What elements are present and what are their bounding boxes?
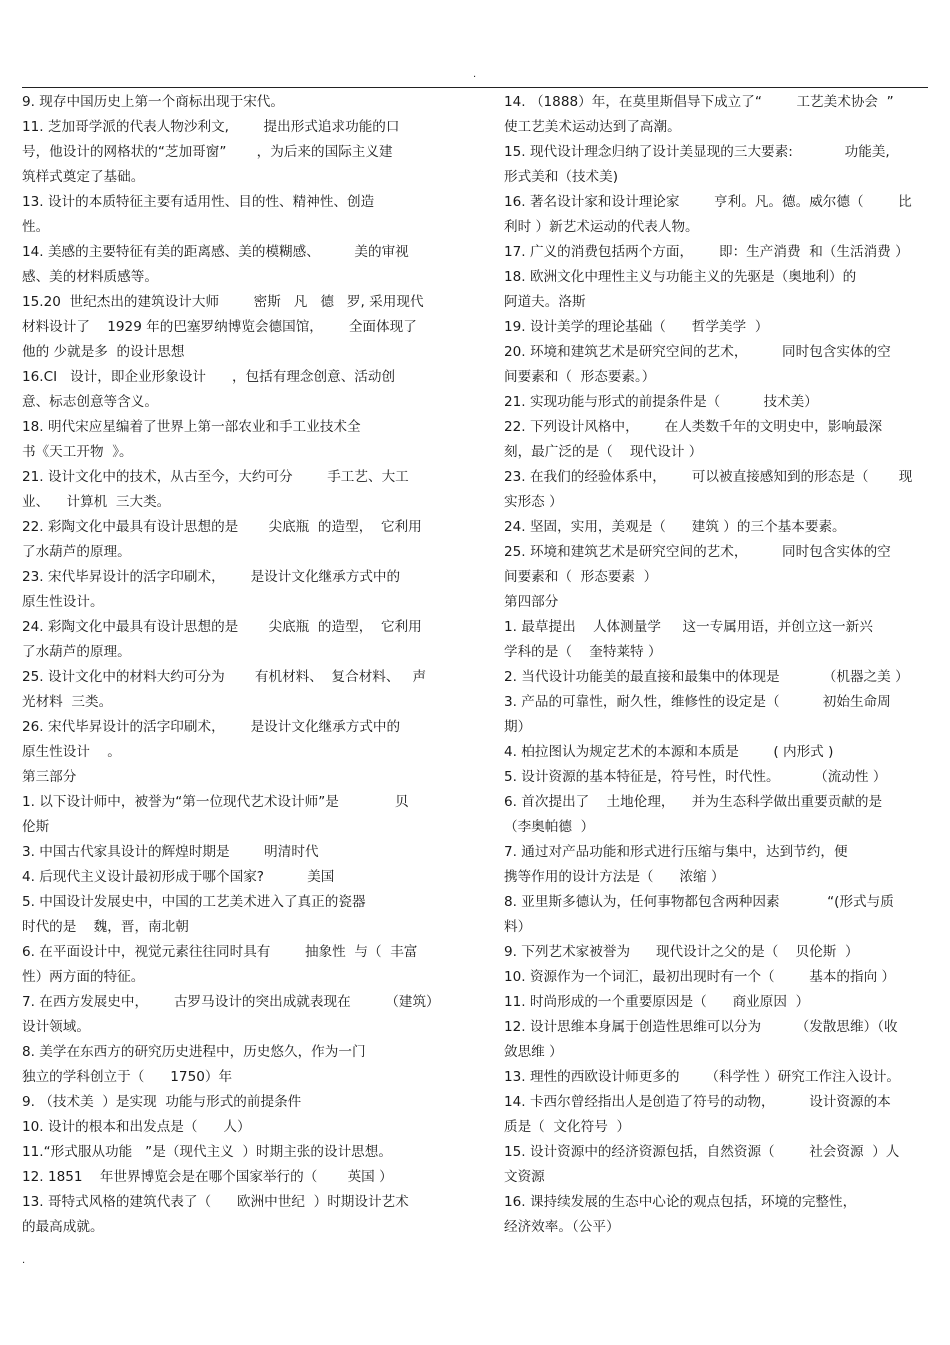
text-line: 时代的是 魏，晋，南北朝 xyxy=(22,919,189,935)
text-line: （李奥帕德 ） xyxy=(504,819,595,835)
text-line: 16. 著名设计家和设计理论家 亨利。凡。德。威尔德（ 比 xyxy=(504,194,912,210)
text-line: 学科的是（ 奎特莱特 ） xyxy=(504,644,662,660)
text-line: 质是（ 文化符号 ） xyxy=(504,1119,631,1135)
text-line: 11. 时尚形成的一个重要原因是（ 商业原因 ） xyxy=(504,994,810,1010)
text-line: 14. （1888）年，在莫里斯倡导下成立了“ 工艺美术协会 ” xyxy=(504,94,894,110)
text-line: 间要素和（ 形态要素。） xyxy=(504,369,656,385)
text-line: 原生性设计。 xyxy=(22,594,104,610)
text-line: 15.20 世纪杰出的建筑设计大师 密斯 凡 德 罗, 采用现代 xyxy=(22,294,424,310)
text-line: 22. 彩陶文化中最具有设计思想的是 尖底瓶 的造型， 它利用 xyxy=(22,519,422,535)
bottom-page-mark: . xyxy=(22,1255,26,1266)
text-line: 4. 后现代主义设计最初形成于哪个国家? 美国 xyxy=(22,869,335,885)
text-line: 刻，最广泛的是（ 现代设计 ） xyxy=(504,444,703,460)
text-line: 业、 计算机 三大类。 xyxy=(22,494,171,510)
text-line: 实形态 ） xyxy=(504,494,563,510)
text-line: 9. 现存中国历史上第一个商标出现于宋代。 xyxy=(22,94,284,110)
text-line: 第三部分 xyxy=(22,769,77,785)
text-line: 感、美的材料质感等。 xyxy=(22,269,158,285)
text-line: 11.“形式服从功能 ”是（现代主义 ）时期主张的设计思想。 xyxy=(22,1144,392,1160)
text-line: 16. 课持续发展的生态中心论的观点包括，环境的完整性， xyxy=(504,1194,857,1210)
text-line: 8. 美学在东西方的研究历史进程中，历史悠久，作为一门 xyxy=(22,1044,366,1060)
text-line: 性。 xyxy=(22,219,50,235)
text-line: 14. 美感的主要特征有美的距离感、美的模糊感、 美的审视 xyxy=(22,244,409,260)
text-line: 携等作用的设计方法是（ 浓缩 ） xyxy=(504,869,725,885)
text-line: 20. 环境和建筑艺术是研究空间的艺术， 同时包含实体的空 xyxy=(504,344,891,360)
text-line: 料） xyxy=(504,919,532,935)
right-column xyxy=(504,90,929,1240)
text-line: 7. 在西方发展史中， 古罗马设计的突出成就表现在 （建筑） xyxy=(22,994,440,1010)
text-line: 13. 理性的西欧设计师更多的 （科学性 ）研究工作注入设计。 xyxy=(504,1069,901,1085)
text-line: 13. 设计的本质特征主要有适用性、目的性、精神性、创造 xyxy=(22,194,375,210)
text-line: 3. 中国古代家具设计的辉煌时期是 明清时代 xyxy=(22,844,319,860)
text-line: 9. 下列艺术家被誉为 现代设计之父的是（ 贝伦斯 ） xyxy=(504,944,859,960)
text-line: 22. 下列设计风格中， 在人类数千年的文明史中，影响最深 xyxy=(504,419,883,435)
text-line: 筑样式奠定了基础。 xyxy=(22,169,145,185)
text-line: 9. （技术美 ）是实现 功能与形式的前提条件 xyxy=(22,1094,302,1110)
text-line: 10. 资源作为一个词汇，最初出现时有一个（ 基本的指向 ） xyxy=(504,969,896,985)
text-line: 性）两方面的特征。 xyxy=(22,969,145,985)
text-line: 17. 广义的消费包括两个方面， 即：生产消费 和（生活消费 ） xyxy=(504,244,909,260)
text-line: 18. 欧洲文化中理性主义与功能主义的先驱是（奥地利）的 xyxy=(504,269,857,285)
text-line: 材料设计了 1929 年的巴塞罗纳博览会德国馆， 全面体现了 xyxy=(22,319,417,335)
text-line: 26. 宋代毕昇设计的活字印刷术， 是设计文化继承方式中的 xyxy=(22,719,401,735)
text-line: 使工艺美术运动达到了高潮。 xyxy=(504,119,681,135)
text-line: 7. 通过对产品功能和形式进行压缩与集中，达到节约，便 xyxy=(504,844,848,860)
text-line: 5. 设计资源的基本特征是，符号性，时代性。 （流动性 ） xyxy=(504,769,887,785)
text-line: 2. 当代设计功能美的最直接和最集中的体现是 （机器之美 ） xyxy=(504,669,909,685)
text-line: 原生性设计 。 xyxy=(22,744,121,760)
text-line: 6. 首次提出了 土地伦理， 并为生态科学做出重要贡献的是 xyxy=(504,794,883,810)
text-line: 23. 在我们的经验体系中， 可以被直接感知到的形态是（ 现 xyxy=(504,469,913,485)
text-line: 了水葫芦的原理。 xyxy=(22,644,131,660)
text-line: 书《天工开物 》。 xyxy=(22,444,133,460)
left-column xyxy=(22,90,454,1240)
text-line: 10. 设计的根本和出发点是（ 人） xyxy=(22,1119,251,1135)
text-line: 他的 少就是多 的设计思想 xyxy=(22,344,185,360)
text-line: 伦斯 xyxy=(22,819,50,835)
text-line: 21. 设计文化中的技术，从古至今，大约可分 手工艺、大工 xyxy=(22,469,409,485)
text-line: 号，他设计的网格状的“芝加哥窗” ，为后来的国际主义建 xyxy=(22,144,393,160)
text-line: 15. 设计资源中的经济资源包括，自然资源（ 社会资源 ）人 xyxy=(504,1144,900,1160)
text-line: 12. 1851 年世界博览会是在哪个国家举行的（ 英国 ） xyxy=(22,1169,393,1185)
text-line: 5. 中国设计发展史中，中国的工艺美术进入了真正的瓷器 xyxy=(22,894,366,910)
top-page-mark: . xyxy=(473,69,477,80)
text-line: 经济效率。（公平） xyxy=(504,1219,620,1235)
text-line: 设计领域。 xyxy=(22,1019,90,1035)
text-line: 4. 柏拉图认为规定艺术的本源和本质是 ( 内形式 ) xyxy=(504,744,834,760)
text-line: 利时 ）新艺术运动的代表人物。 xyxy=(504,219,699,235)
text-line: 14. 卡西尔曾经指出人是创造了符号的动物， 设计资源的本 xyxy=(504,1094,891,1110)
text-line: 1. 最草提出 人体测量学 这一专属用语，并创立这一新兴 xyxy=(504,619,873,635)
text-line: 25. 环境和建筑艺术是研究空间的艺术， 同时包含实体的空 xyxy=(504,544,891,560)
text-line: 独立的学科创立于（ 1750）年 xyxy=(22,1069,233,1085)
text-line: 18. 明代宋应星编着了世界上第一部农业和手工业技术全 xyxy=(22,419,361,435)
header-rule xyxy=(22,87,928,88)
text-line: 间要素和（ 形态要素 ） xyxy=(504,569,658,585)
text-line: 16.CI 设计，即企业形象设计 ，包括有理念创意、活动创 xyxy=(22,369,396,385)
text-line: 第四部分 xyxy=(504,594,559,610)
text-line: 了水葫芦的原理。 xyxy=(22,544,131,560)
text-line: 11. 芝加哥学派的代表人物沙利文, 提出形式追求功能的口 xyxy=(22,119,400,135)
text-line: 15. 现代设计理念归纳了设计美显现的三大要素: 功能美, xyxy=(504,144,890,160)
text-line: 期） xyxy=(504,719,532,735)
text-line: 的最高成就。 xyxy=(22,1219,104,1235)
text-line: 12. 设计思维本身属于创造性思维可以分为 （发散思维）（收 xyxy=(504,1019,898,1035)
text-line: 24. 彩陶文化中最具有设计思想的是 尖底瓶 的造型， 它利用 xyxy=(22,619,422,635)
text-line: 6. 在平面设计中，视觉元素往往同时具有 抽象性 与（ 丰富 xyxy=(22,944,418,960)
text-line: 敛思维 ） xyxy=(504,1044,563,1060)
text-line: 13. 哥特式风格的建筑代表了（ 欧洲中世纪 ）时期设计艺术 xyxy=(22,1194,409,1210)
text-line: 25. 设计文化中的材料大约可分为 有机材料、 复合材料、 声 xyxy=(22,669,427,685)
text-line: 形式美和（技术美) xyxy=(504,169,619,185)
text-line: 8. 亚里斯多德认为，任何事物都包含两种因素 “(形式与质 xyxy=(504,894,894,910)
text-line: 3. 产品的可靠性，耐久性，维修性的设定是（ 初始生命周 xyxy=(504,694,891,710)
text-line: 意、标志创意等含义。 xyxy=(22,394,158,410)
text-line: 文资源 xyxy=(504,1169,545,1185)
text-line: 1. 以下设计师中，被誉为“第一位现代艺术设计师”是 贝 xyxy=(22,794,409,810)
text-line: 19. 设计美学的理论基础（ 哲学美学 ） xyxy=(504,319,769,335)
text-line: 23. 宋代毕昇设计的活字印刷术， 是设计文化继承方式中的 xyxy=(22,569,401,585)
text-line: 24. 坚固，实用，美观是（ 建筑 ）的三个基本要素。 xyxy=(504,519,846,535)
text-line: 21. 实现功能与形式的前提条件是（ 技术美） xyxy=(504,394,818,410)
text-line: 阿道夫。洛斯 xyxy=(504,294,586,310)
text-line: 光材料 三类。 xyxy=(22,694,113,710)
